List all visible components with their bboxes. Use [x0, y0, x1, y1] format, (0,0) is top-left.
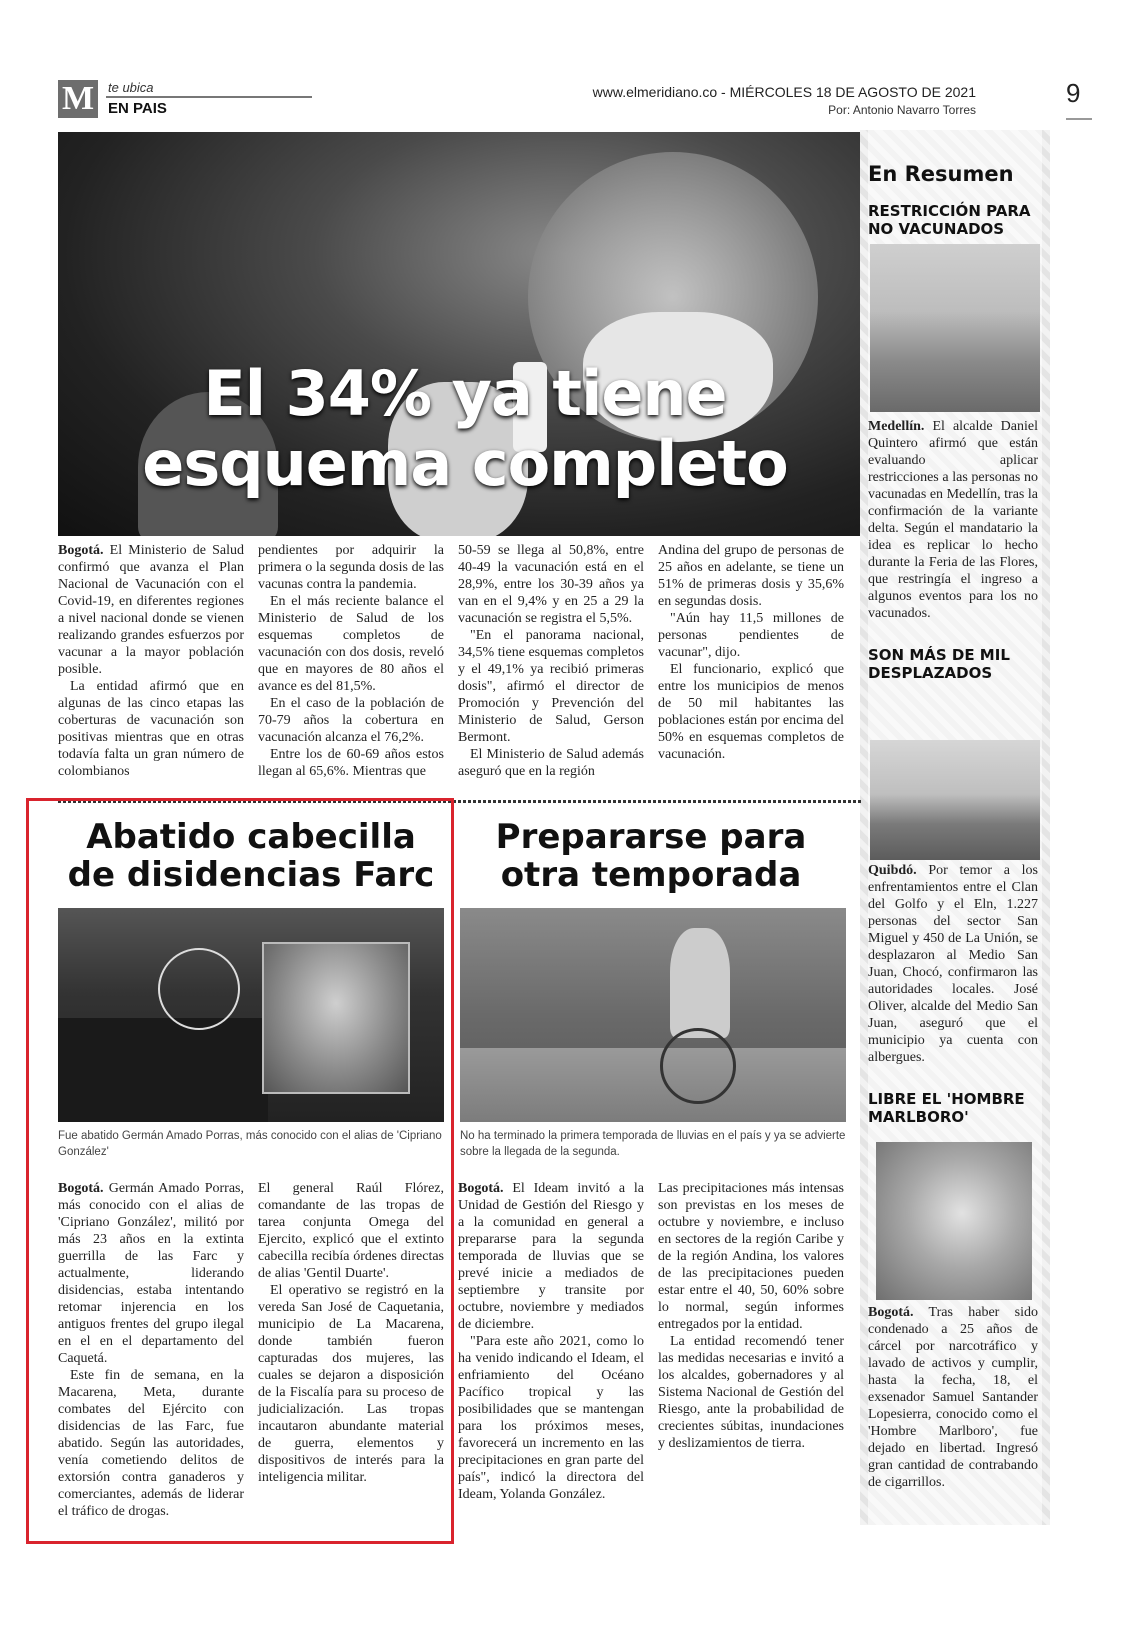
- sidebar-photo-riverbank: [870, 740, 1040, 860]
- sidebar-text: Quibdó. Por temor a los enfrentamientos entre el Clan del Golfo y el Eln, 1.227 personas del sector San Miguel y 450 de La Unión, se desplazaron al Medio San Juan, Chocó, confirmaron las autoridades locales. José Oliver, alcalde del Medio San Juan, aseguró que el municipio ya cuenta con albergues.: [868, 863, 1038, 1065]
- paragraph: Andina del grupo de personas de 25 años en adelante, se tiene un 51% de primeras dosis y 35,6% en segundas dosis.: [658, 543, 844, 609]
- main-story-column: [658, 542, 844, 763]
- rain-headline: Prepararse para otra temporada: [495, 817, 807, 895]
- paragraph: El Ministerio de Salud además aseguró que en la región: [458, 747, 644, 779]
- main-story-column: [258, 542, 444, 780]
- main-story-photo: [58, 132, 872, 536]
- paragraph: La entidad recomendó tener las medidas necesarias e invitó a los alcaldes, gobernadores y al Sistema Nacional de Gestión del Riesgo, ante la probabilidad de crecientes súbitas, inundaciones y deslizamientos de tierra.: [658, 1334, 844, 1451]
- paragraph: Este fin de semana, en la Macarena, Meta, durante combates del Ejército con disidencias de las Farc, fue abatido. Según las autoridades, venía cometiendo delitos de extorsión contra ganaderos y comerciantes, además de liderar el tráfico de drogas.: [58, 1368, 244, 1519]
- paragraph: Bogotá. El Ministerio de Salud confirmó que avanza el Plan Nacional de Vacunación con el Covid-19, en diferentes regiones a nivel nacional donde se vienen realizando grandes esfuerzos por vacunar a la mayor población posible.: [58, 543, 244, 677]
- paragraph: El operativo se registró en la vereda San José de Caquetania, municipio de La Macarena, donde también fueron capturadas dos mujeres, las cuales se dejaron a disposición de la Fiscalía para su proceso de judicialización. Las tropas incautaron abundante material de guerra, elementos y dispositivos de interés para la inteligencia militar.: [258, 1283, 444, 1485]
- site-date-line: www.elmeridiano.co - MIÉRCOLES 18 DE AGOSTO DE 2021: [592, 84, 976, 100]
- paragraph: "Aún hay 11,5 millones de personas pendientes de vacunar", dijo.: [658, 611, 844, 660]
- paragraph: Entre los de 60-69 años estos llegan al 65,6%. Mientras que: [258, 747, 444, 779]
- rain-story-column: [658, 1180, 844, 1452]
- sidebar-heading: RESTRICCIÓN PARA NO VACUNADOS: [868, 202, 1031, 238]
- newspaper-logo: M: [58, 80, 98, 118]
- sidebar-photo-street-crowd: [870, 244, 1040, 412]
- paragraph: pendientes por adquirir la primera o la segunda dosis de las vacunas contra la pandemia.: [258, 543, 444, 592]
- header-rule: [106, 96, 312, 98]
- sidebar-photo-portrait: [876, 1142, 1032, 1300]
- main-story-column: [458, 542, 644, 780]
- paragraph: Las precipitaciones más intensas son previstas en los meses de octubre y noviembre, e incluso en sectores de la región Caribe y de la región Andina, los valores de las precipitaciones pueden estar entre el 40, 50, 60% sobre lo normal, según informes entregados por la entidad.: [658, 1181, 844, 1332]
- page-number-rule: [1066, 118, 1092, 120]
- paragraph: "En el panorama nacional, 34,5% tiene esquemas completos y el 49,1% ya recibió primeras dosis", afirmó el director de Promoción y Prevención del Ministerio de Salud, Gerson Bermont.: [458, 628, 644, 745]
- sidebar-text: Medellín. El alcalde Daniel Quintero afirmó que están evaluando aplicar restricciones a las personas no vacunadas en Medellín, tras la confirmación de la variante delta. Según el mandatario la idea es replicar lo hecho durante la Feria de las Flores, que restringía el ingreso a algunos eventos para los no vacunados.: [868, 419, 1038, 621]
- highlight-box: [26, 798, 454, 1544]
- paragraph: "Para este año 2021, como lo ha venido indicando el Ideam, el enfriamiento del Océano Pacífico tropical y las posibilidades que se mantengan para los próximos meses, favorecerá un incremento en las precipitaciones en gran parte del país", indicó la directora del Ideam, Yolanda González.: [458, 1334, 644, 1502]
- farc-headline: Abatido cabecilla de disidencias Farc: [67, 817, 435, 895]
- rain-story-photo: [460, 908, 846, 1122]
- paragraph: 50-59 se llega al 50,8%, entre 40-49 la vacunación está en el 28,9%, entre los 30-39 años ya van en el 9,4% y en 25 a 29 la vacunación se registra el 5,5%.: [458, 543, 644, 626]
- byline: Por: Antonio Navarro Torres: [828, 103, 976, 117]
- main-headline-line2: esquema completo: [142, 427, 788, 500]
- main-story-column: [58, 542, 244, 780]
- rain-story-column: [458, 1180, 644, 1503]
- section-tag: te ubica: [108, 80, 154, 95]
- farc-photo-caption: Fue abatido Germán Amado Porras, más conocido con el alias de 'Cipriano González': [58, 1130, 442, 1158]
- paragraph: En el más reciente balance el Ministerio de Salud de los esquemas completos de vacunación con dos dosis, reveló que en mayores de 80 años el avance es del 81,5%.: [258, 594, 444, 694]
- paragraph: La entidad afirmó que en algunas de las cinco etapas las coberturas de vacunación son positivas mientras que en otras todavía falta un gran número de colombianos: [58, 679, 244, 779]
- paragraph: Bogotá. El Ideam invitó a la Unidad de Gestión del Riesgo y a la comunidad en general a prepararse para la segunda temporada de lluvias que se prevé inicie a mediados de septiembre y transite por octubre, noviembre y mediados de diciembre.: [458, 1181, 644, 1332]
- paragraph: Bogotá. Germán Amado Porras, más conocido con el alias de 'Cipriano González', militó por más 23 años en la extinta guerrilla de las Farc y actualmente, liderando disidencias, estaba intentando retomar injerencia en los antiguos frentes del grupo ilegal en el en el departamento del Caquetá.: [58, 1181, 244, 1366]
- rain-photo-caption: No ha terminado la primera temporada de lluvias en el país y ya se advierte sobre la llegada de la segunda.: [460, 1130, 846, 1158]
- sidebar-title: En Resumen: [868, 162, 1014, 186]
- paragraph: El funcionario, explicó que entre los municipios de menos de 50 mil habitantes las poblaciones están por encima del 50% en esquemas completos de vacunación.: [658, 662, 844, 762]
- sidebar-heading: LIBRE EL 'HOMBRE MARLBORO': [868, 1090, 1025, 1126]
- main-headline-line1: El 34% ya tiene: [203, 357, 727, 430]
- sidebar-heading: SON MÁS DE MIL DESPLAZADOS: [868, 646, 1010, 682]
- page-number: 9: [1066, 78, 1081, 108]
- paragraph: En el caso de la población de 70-79 años la cobertura en vacunación alcanza el 76,2%.: [258, 696, 444, 745]
- section-name: EN PAIS: [108, 100, 167, 117]
- sidebar-text: Bogotá. Tras haber sido condenado a 25 años de cárcel por narcotráfico y lavado de activos y cumplir, hasta la fecha, 18, el exsenador Samuel Santander Lopesierra, conocido como el 'Hombre Marlboro', fue dejado en libertad. Ingresó gran cantidad de contrabando de cigarrillos.: [868, 1305, 1038, 1490]
- paragraph: El general Raúl Flórez, comandante de las tropas de tarea conjunta Omega del Ejercito, explicó que el extinto cabecilla recibía órdenes directas de alias 'Gentil Duarte'.: [258, 1181, 444, 1281]
